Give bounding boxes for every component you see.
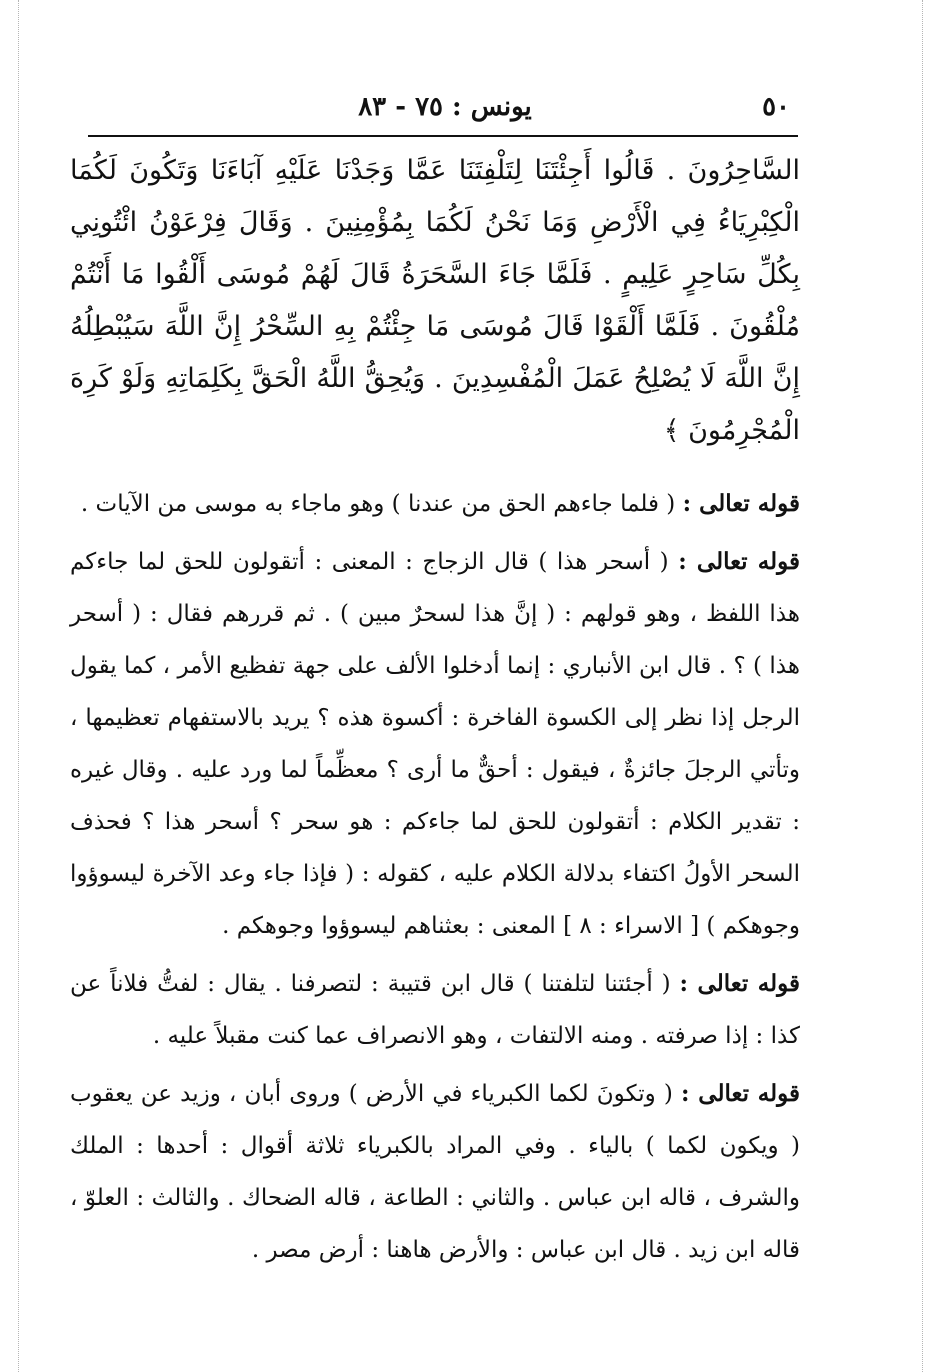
page-number: ٥٠ — [762, 92, 790, 122]
header-rule — [88, 135, 798, 137]
quran-verses: السَّاحِرُونَ . قَالُوا أَجِئْتَنَا لِتَلْفِتَنَا عَمَّا وَجَدْنَا عَلَيْهِ آبَاءَنَا وَتَكُونَ لَكُمَا الْكِبْرِيَاءُ فِي الْأَرْضِ وَمَا نَحْنُ لَكُمَا بِمُؤْمِنِينَ . وَقَالَ فِرْعَوْنُ ائْتُونِي بِكُلِّ سَاحِرٍ عَلِيمٍ . فَلَمَّا جَاءَ السَّحَرَةُ قَالَ لَهُمْ مُوسَى أَلْقُوا مَا أَنْتُمْ مُلْقُونَ . فَلَمَّا أَلْقَوْا قَالَ مُوسَى مَا جِئْتُمْ بِهِ السِّحْرُ إِنَّ اللَّهَ سَيُبْطِلُهُ إِنَّ اللَّهَ لَا يُصْلِحُ عَمَلَ الْمُفْسِدِينَ . وَيُحِقُّ اللَّهُ الْحَقَّ بِكَلِمَاتِهِ وَلَوْ كَرِهَ الْمُجْرِمُونَ ﴾ — [70, 155, 800, 446]
commentary-paragraph-1 — [70, 478, 800, 530]
running-title: يونس : ٧٥ - ٨٣ — [358, 92, 532, 122]
verse-reference-label: قوله تعالى : — [682, 490, 800, 517]
verse-reference-label: قوله تعالى : — [679, 970, 801, 997]
commentary-paragraph-3 — [70, 958, 800, 1062]
right-dotted-margin — [922, 0, 923, 1372]
commentary-paragraph-2 — [70, 536, 800, 952]
commentary-paragraph-4 — [70, 1068, 800, 1276]
commentary — [70, 478, 800, 1282]
verse-reference-label: قوله تعالى : — [681, 1080, 801, 1107]
paragraph-text: ( أجئتنا لتلفتنا ) قال ابن قتيبة : لتصرفنا . يقال : لفتُّ فلاناً عن كذا : إذا صرفته . ومنه الالتفات ، وهو الانصراف عما كنت مقبلاً عليه . — [70, 971, 800, 1049]
paragraph-text: ( فلما جاءهم الحق من عندنا ) وهو ماجاء به موسى من الآيات . — [80, 491, 676, 517]
paragraph-text: ( أسحر هذا ) قال الزجاج : المعنى : أتقولون للحق لما جاءكم هذا اللفظ ، وهو قولهم : ( إنَّ هذا لسحرٌ مبين ) . ثم قررهم فقال : ( أسحر هذا ) ؟ . قال ابن الأنباري : إنما أدخلوا الألف على جهة تفظيع الأمر ، كما يقول الرجل إذا نظر إلى الكسوة الفاخرة : أكسوة هذه ؟ يريد بالاستفهام تعظيمها ، وتأتي الرجلَ جائزةٌ ، فيقول : أحقٌّ ما أرى ؟ معظِّماً لما ورد عليه . وقال غيره : تقدير الكلام : أتقولون للحق لما جاءكم : هو سحر ؟ أسحر هذا ؟ فحذف السحر الأولُ اكتفاء بدلالة الكلام عليه ، كقوله : ( فإذا جاء وعد الآخرة ليسوؤوا وجوهكم ) [ الاسراء : ٨ ] المعنى : بعثناهم ليسوؤوا وجوهكم . — [70, 549, 800, 939]
paragraph-text: ( وتكونَ لكما الكبرياء في الأرض ) وروى أبان ، وزيد عن يعقوب ( ويكون لكما ) بالياء . وفي المراد بالكبرياء ثلاثة أقوال : أحدها : الملك والشرف ، قاله ابن عباس . والثاني : الطاعة ، قاله الضحاك . والثالث : العلوّ ، قاله ابن زيد . قال ابن عباس : والأرض هاهنا : أرض مصر . — [70, 1081, 800, 1263]
left-dotted-margin — [18, 0, 19, 1372]
page-header — [100, 88, 790, 128]
verse-reference-label: قوله تعالى : — [678, 548, 801, 575]
